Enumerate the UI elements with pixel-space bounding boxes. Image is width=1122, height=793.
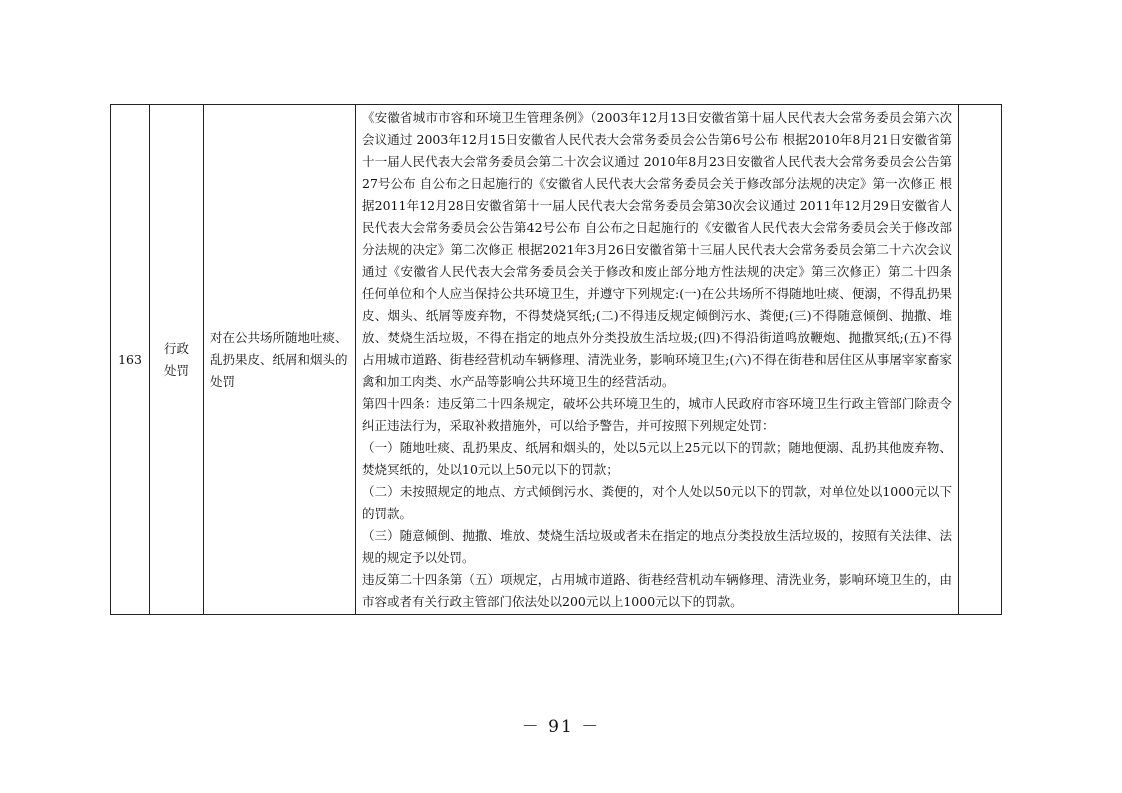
- category-line-2: 处罚: [163, 362, 189, 378]
- basis-paragraph: 违反第二十四条第（五）项规定，占用城市道路、街巷经营机动车辆修理、清洗业务，影响环境卫生的，由市容或者有关行政主管部门依法处以200元以上1000元以下的罚款。: [362, 572, 952, 609]
- regulation-table: [110, 104, 1002, 615]
- table-row: [111, 105, 1002, 615]
- basis-paragraph: （三）随意倾倒、抛撒、堆放、焚烧生活垃圾或者未在指定的地点分类投放生活垃圾的，按照有关法律、法规的规定予以处罚。: [362, 528, 952, 565]
- note-cell: [959, 105, 1002, 615]
- basis-paragraph: （一）随地吐痰、乱扔果皮、纸屑和烟头的，处以5元以上25元以下的罚款；随地便溺、乱扔其他废弃物、焚烧冥纸的，处以10元以上50元以下的罚款；: [362, 440, 952, 477]
- page-number: － 91 －: [521, 717, 601, 737]
- item-name-cell: 对在公共场所随地吐痰、乱扔果皮、纸屑和烟头的处罚: [204, 105, 356, 615]
- category-line-1: 行政: [163, 340, 189, 356]
- legal-basis-cell: [356, 105, 959, 615]
- category-cell: [150, 105, 204, 615]
- basis-paragraph: 《安徽省城市市容和环境卫生管理条例》（2003年12月13日安徽省第十届人民代表大会常务委员会第六次会议通过 2003年12月15日安徽省人民代表大会常务委员会公告第6号公布 根据2010年8月21日安徽省第十一届人民代表大会常务委员会第二十次会议通过 2010年8月23日安徽省人民代表大会常务委员会公告第27号公布 自公布之日起施行的《安徽省人民代表大会常务委员会关于修改部分法规的决定》第一次修正 根据2011年12月28日安徽省第十一届人民代表大会常务委员会第30次会议通过 2011年12月29日安徽省人民代表大会常务委员会公告第42号公布 自公布之日起施行的《安徽省人民代表大会常务委员会关于修改部分法规的决定》第二次修正 根据2021年3月26日安徽省第十三届人民代表大会常务委员会第二十六次会议通过《安徽省人民代表大会常务委员会关于修改和废止部分地方性法规的决定》第三次修正）第二十四条 任何单位和个人应当保持公共环境卫生，并遵守下列规定:(一)在公共场所不得随地吐痰、便溺，不得乱扔果皮、烟头、纸屑等废弃物，不得焚烧冥纸;(二)不得违反规定倾倒污水、粪便;(三)不得随意倾倒、抛撒、堆放、焚烧生活垃圾，不得在指定的地点外分类投放生活垃圾;(四)不得沿街道鸣放鞭炮、抛撒冥纸;(五)不得占用城市道路、街巷经营机动车辆修理、清洗业务，影响环境卫生;(六)不得在街巷和居住区从事屠宰家畜家禽和加工肉类、水产品等影响公共环境卫生的经营活动。: [362, 110, 952, 389]
- basis-paragraph: （二）未按照规定的地点、方式倾倒污水、粪便的，对个人处以50元以下的罚款，对单位处以1000元以下的罚款。: [362, 484, 952, 521]
- basis-paragraph: 第四十四条：违反第二十四条规定，破坏公共环境卫生的，城市人民政府市容环境卫生行政主管部门除责令纠正违法行为，采取补救措施外，可以给予警告，并可按照下列规定处罚：: [362, 396, 952, 433]
- row-number-cell: 163: [111, 105, 150, 615]
